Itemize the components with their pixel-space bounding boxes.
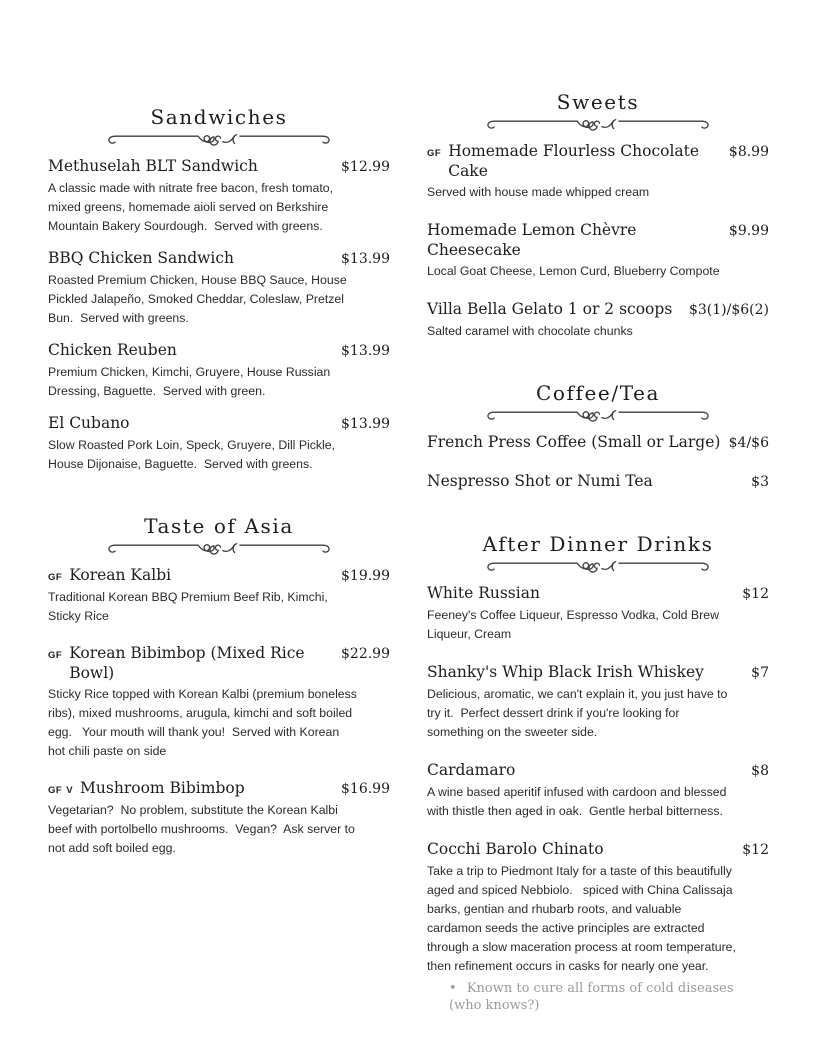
description-line: Vegetarian? No problem, substitute the Korean Kalbi <box>48 803 338 817</box>
menu-item-title <box>427 662 704 682</box>
menu-item-header <box>48 156 390 177</box>
menu-item <box>48 413 390 474</box>
menu-section <box>427 381 769 492</box>
column-right <box>427 90 769 1054</box>
menu-item-header <box>427 839 769 860</box>
section-title: Coffee/Tea <box>535 381 661 405</box>
description-line: ribs), mixed mushrooms, arugula, kimchi and soft boiled <box>48 706 353 720</box>
badge-gf: GF <box>48 785 63 796</box>
menu-item-description <box>48 363 390 401</box>
menu-item-price: $16.99 <box>341 781 390 797</box>
menu-item-description <box>48 588 390 626</box>
description-line: through a slow maceration process at room temperature, <box>427 940 736 954</box>
column-left <box>48 105 390 898</box>
menu-item-description <box>427 262 769 281</box>
menu-item-title <box>48 248 234 268</box>
menu-item-price: $22.99 <box>341 646 390 662</box>
dietary-badges <box>427 149 441 159</box>
menu-item-price: $8.99 <box>728 144 769 160</box>
menu-item-price: $12 <box>742 842 769 858</box>
menu-item-description <box>48 436 390 474</box>
description-line: Delicious, aromatic, we can't explain it, you just have to <box>427 687 728 701</box>
menu-item-header <box>427 471 769 492</box>
description-line: Traditional Korean BBQ Premium Beef Rib, Kimchi, <box>48 590 328 604</box>
menu-item-price: $13.99 <box>341 251 390 267</box>
description-line: Feeney's Coffee Liqueur, Espresso Vodka, Cold Brew <box>427 608 719 622</box>
menu-item-description <box>427 685 769 742</box>
scroll-divider-icon <box>105 540 333 556</box>
menu-item-price: $9.99 <box>728 223 769 239</box>
description-line: mixed greens, homemade aioli served on Berkshire <box>48 200 329 214</box>
menu-item-header <box>48 340 390 361</box>
menu-item <box>427 299 769 341</box>
menu-item-name: Shanky's Whip Black Irish Whiskey <box>427 663 704 681</box>
section-header <box>48 514 390 556</box>
menu-item <box>427 662 769 742</box>
menu-item-name: Homemade Flourless Chocolate Cake <box>448 142 700 180</box>
badge-gf: GF <box>427 148 442 159</box>
menu-item-title <box>48 340 177 360</box>
description-line: Pickled Jalapeño, Smoked Cheddar, Coleslaw, Pretzel <box>48 292 344 306</box>
menu-item-title <box>427 299 672 319</box>
menu-item <box>48 248 390 328</box>
description-line: cardamon seeds the active principles are extracted <box>427 921 705 935</box>
menu-item <box>427 839 769 1014</box>
menu-item-price: $12.99 <box>341 159 390 175</box>
menu-item-title <box>48 565 171 585</box>
menu-item-name: Villa Bella Gelato 1 or 2 scoops <box>427 300 673 318</box>
menu-item-title <box>427 760 515 780</box>
menu-item-description <box>427 783 769 821</box>
description-line: Local Goat Cheese, Lemon Curd, Blueberry Compote <box>427 264 720 278</box>
description-line: then refinement occurs in casks for nearly one year. <box>427 959 709 973</box>
menu-item-name: Cocchi Barolo Chinato <box>427 840 604 858</box>
menu-item-price: $13.99 <box>341 343 390 359</box>
dietary-badges <box>48 651 62 661</box>
description-line: Served with house made whipped cream <box>427 185 650 199</box>
menu-item-header <box>48 643 390 683</box>
description-line: try it. Perfect dessert drink if you're looking for <box>427 706 680 720</box>
menu-item-price: $13.99 <box>341 416 390 432</box>
menu-item-description <box>48 271 390 328</box>
bullet-icon: • <box>449 981 457 996</box>
description-line: hot chili paste on side <box>48 744 167 758</box>
menu-item-title <box>427 220 729 260</box>
menu-item-header <box>427 760 769 781</box>
section-items <box>427 432 769 492</box>
menu-item-price: $19.99 <box>341 568 390 584</box>
menu-item-name: Methuselah BLT Sandwich <box>48 157 258 175</box>
badge-gf: GF <box>48 572 63 583</box>
menu-item <box>427 432 769 453</box>
badge-v: V <box>66 785 74 796</box>
section-title: Sweets <box>556 90 640 114</box>
menu-item-name: BBQ Chicken Sandwich <box>48 249 235 267</box>
menu-item-header <box>427 662 769 683</box>
menu-item <box>427 583 769 644</box>
section-header <box>427 532 769 574</box>
menu-item-title <box>427 583 540 603</box>
menu-item-header <box>48 248 390 269</box>
menu-item <box>427 141 769 202</box>
menu-item <box>48 156 390 236</box>
section-items <box>48 565 390 858</box>
description-line: barks, gentian and rhubarb roots, and valuable <box>427 902 682 916</box>
description-line: Bun. Served with greens. <box>48 311 189 325</box>
menu-section <box>427 90 769 341</box>
description-line: aged and spiced Nebbiolo. spiced with China Calissaja <box>427 883 733 897</box>
menu-section <box>48 105 390 474</box>
menu-section <box>48 514 390 858</box>
menu-item <box>48 778 390 858</box>
menu-item-note <box>427 980 769 1014</box>
description-line: Sticky Rice <box>48 609 109 623</box>
menu-item-header <box>48 413 390 434</box>
menu-item-title <box>427 471 653 491</box>
menu-item-description <box>48 685 390 761</box>
menu-item-header <box>427 299 769 320</box>
description-line: Slow Roasted Pork Loin, Speck, Gruyere, Dill Pickle, <box>48 438 336 452</box>
menu-item-price: $7 <box>751 665 769 681</box>
description-line: Dressing, Baguette. Served with green. <box>48 384 266 398</box>
menu-section <box>427 532 769 1014</box>
menu-item-title <box>48 156 258 176</box>
section-items <box>48 156 390 474</box>
dietary-badges <box>48 786 73 796</box>
section-title: Sandwiches <box>150 105 288 129</box>
menu-item-name: Cardamaro <box>427 761 516 779</box>
scroll-divider-icon <box>484 558 712 574</box>
menu-item-price: $3 <box>751 474 769 490</box>
description-line: Roasted Premium Chicken, House BBQ Sauce, House <box>48 273 347 287</box>
menu-item-header <box>48 565 390 586</box>
description-line: not add soft boiled egg. <box>48 841 176 855</box>
description-line: Sticky Rice topped with Korean Kalbi (premium boneless <box>48 687 357 701</box>
menu-item-name: Korean Kalbi <box>69 566 172 584</box>
scroll-divider-icon <box>484 116 712 132</box>
description-line: Premium Chicken, Kimchi, Gruyere, House Russian <box>48 365 331 379</box>
menu-item-description <box>48 801 390 858</box>
menu-item-price: $4/$6 <box>728 435 769 451</box>
menu-item-title <box>48 778 245 798</box>
description-line: Liqueur, Cream <box>427 627 512 641</box>
description-line: egg. Your mouth will thank you! Served with Korean <box>48 725 340 739</box>
menu-item <box>427 760 769 821</box>
menu-item <box>48 340 390 401</box>
menu-item-name: French Press Coffee (Small or Large) <box>427 433 721 451</box>
menu-item-header <box>427 432 769 453</box>
section-title: After Dinner Drinks <box>482 532 714 556</box>
section-items <box>427 141 769 341</box>
menu-item-description <box>427 322 769 341</box>
description-line: Mountain Bakery Sourdough. Served with greens. <box>48 219 323 233</box>
menu-item-name: El Cubano <box>48 414 130 432</box>
menu-item-name: Nespresso Shot or Numi Tea <box>427 472 653 490</box>
menu-item-name: Homemade Lemon Chèvre Cheesecake <box>427 221 637 259</box>
badge-gf: GF <box>48 650 63 661</box>
menu-item-title <box>427 432 720 452</box>
menu-item-name: Chicken Reuben <box>48 341 177 359</box>
description-line: Salted caramel with chocolate chunks <box>427 324 633 338</box>
menu-item-description <box>427 606 769 644</box>
dietary-badges <box>48 573 62 583</box>
section-header <box>427 90 769 132</box>
menu-item-description <box>427 183 769 202</box>
description-line: beef with portolbello mushrooms. Vegan? Ask server to <box>48 822 355 836</box>
menu-item-description <box>427 862 769 976</box>
scroll-divider-icon <box>484 407 712 423</box>
description-line: A wine based aperitif infused with cardoon and blessed <box>427 785 727 799</box>
menu-item <box>48 565 390 626</box>
menu-item-header <box>48 778 390 799</box>
description-line: something on the sweeter side. <box>427 725 598 739</box>
menu-item-title <box>427 141 729 181</box>
description-line: with thistle then aged in oak. Gentle herbal bitterness. <box>427 804 723 818</box>
description-line: House Dijonaise, Baguette. Served with greens. <box>48 457 313 471</box>
menu-item <box>48 643 390 761</box>
menu-item-name: Mushroom Bibimbop <box>80 779 245 797</box>
menu-item-title <box>427 839 604 859</box>
menu-item-price: $8 <box>751 763 769 779</box>
section-title: Taste of Asia <box>144 514 294 538</box>
menu-item-title <box>48 413 130 433</box>
section-header <box>48 105 390 147</box>
menu-item <box>427 220 769 281</box>
menu-item-note-text: Known to cure all forms of cold diseases (who knows?) <box>449 981 734 1013</box>
menu-item-description <box>48 179 390 236</box>
menu-item-header <box>427 220 769 260</box>
menu-item-header <box>427 583 769 604</box>
menu-item-title <box>48 643 341 683</box>
menu-item-price: $3(1)/$6(2) <box>688 302 769 318</box>
description-line: A classic made with nitrate free bacon, fresh tomato, <box>48 181 334 195</box>
menu-item-name: Korean Bibimbop (Mixed Rice Bowl) <box>69 644 305 682</box>
menu-item-name: White Russian <box>427 584 540 602</box>
menu-item-header <box>427 141 769 181</box>
scroll-divider-icon <box>105 131 333 147</box>
menu-item-price: $12 <box>742 586 769 602</box>
section-header <box>427 381 769 423</box>
description-line: Take a trip to Piedmont Italy for a taste of this beautifully <box>427 864 732 878</box>
menu-item <box>427 471 769 492</box>
section-items <box>427 583 769 1014</box>
